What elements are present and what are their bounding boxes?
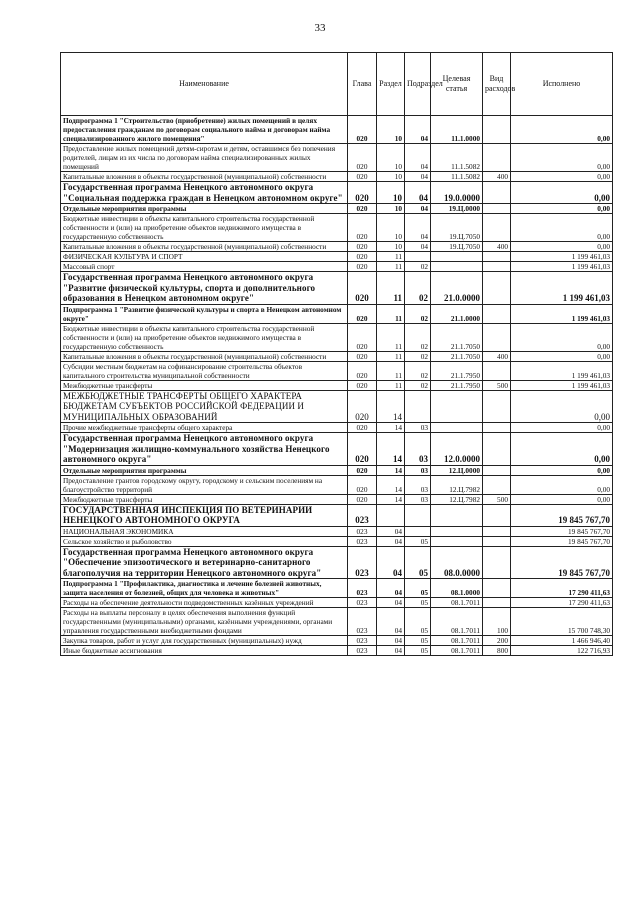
table-row [61, 646, 613, 656]
subsection-cell: 04 [405, 182, 431, 204]
section-cell: 14 [377, 465, 405, 475]
subsection-cell: 05 [405, 579, 431, 598]
section-cell: 10 [377, 144, 405, 172]
target-cell: 21.1.7950 [431, 361, 483, 380]
target-cell [431, 390, 483, 423]
target-cell: 21.1.0000 [431, 304, 483, 323]
target-cell: 21.1.7950 [431, 380, 483, 390]
expense-type-cell: 800 [483, 646, 511, 656]
table-row [61, 116, 613, 144]
table-row [61, 465, 613, 475]
executed-cell: 19 845 767,70 [511, 536, 613, 546]
executed-cell: 0,00 [511, 182, 613, 204]
executed-cell: 1 199 461,03 [511, 304, 613, 323]
chapter-cell: 020 [348, 304, 377, 323]
header-name: Наименование [61, 53, 348, 116]
table-row [61, 380, 613, 390]
expense-type-cell [483, 504, 511, 526]
expense-type-cell: 100 [483, 608, 511, 636]
target-cell: 08.1.7011 [431, 646, 483, 656]
name-cell: Субсидии местным бюджетам на софинансирование строительства объектов капитального строительства муниципальной собственности [61, 361, 348, 380]
chapter-cell: 020 [348, 494, 377, 504]
name-cell: Капитальные вложения в объекты государственной (муниципальной) собственности [61, 242, 348, 252]
executed-cell: 15 700 748,30 [511, 608, 613, 636]
expense-type-cell [483, 526, 511, 536]
executed-cell: 17 290 411,63 [511, 579, 613, 598]
executed-cell: 0,00 [511, 475, 613, 494]
subsection-cell: 05 [405, 646, 431, 656]
header-subsection: Подраздел [405, 53, 431, 116]
header-chapter: Глава [348, 53, 377, 116]
target-cell: 08.1.0000 [431, 579, 483, 598]
expense-type-cell [483, 390, 511, 423]
chapter-cell: 023 [348, 608, 377, 636]
header-executed: Исполнено [511, 53, 613, 116]
name-cell: Подпрограмма 1 "Строительство (приобретение) жилых помещений в целях предоставления гражданам по договорам социального найма и договорам найма специализированного жилого помещения" [61, 116, 348, 144]
subsection-cell: 05 [405, 546, 431, 579]
table-row [61, 579, 613, 598]
name-cell: Расходы на выплаты персоналу в целях обеспечения выполнения функций государственными (муниципальными) органами, казёнными учреждениями, органами управления государственными внебюджетными фондами [61, 608, 348, 636]
expense-type-cell [483, 214, 511, 242]
subsection-cell: 02 [405, 351, 431, 361]
name-cell: Межбюджетные трансферты [61, 494, 348, 504]
executed-cell: 1 199 461,03 [511, 380, 613, 390]
target-cell [431, 423, 483, 433]
subsection-cell: 04 [405, 204, 431, 214]
section-cell: 04 [377, 536, 405, 546]
expense-type-cell: 500 [483, 380, 511, 390]
target-cell: 21.1.7050 [431, 323, 483, 351]
budget-table [60, 52, 613, 656]
chapter-cell: 020 [348, 214, 377, 242]
name-cell: Сельское хозяйство и рыболовство [61, 536, 348, 546]
target-cell: 11.1.5082 [431, 144, 483, 172]
executed-cell: 0,00 [511, 351, 613, 361]
chapter-cell: 023 [348, 636, 377, 646]
subsection-cell [405, 252, 431, 262]
section-cell: 10 [377, 182, 405, 204]
executed-cell: 1 199 461,03 [511, 272, 613, 305]
name-cell: Межбюджетные трансферты [61, 380, 348, 390]
target-cell: 12.Ц.7982 [431, 475, 483, 494]
executed-cell: 1 199 461,03 [511, 252, 613, 262]
name-cell: Предоставление жилых помещений детям-сиротам и детям, оставшимся без попечения родителей, лицам из их числа по договорам найма специализированных жилых помещений [61, 144, 348, 172]
table-row [61, 636, 613, 646]
expense-type-cell [483, 272, 511, 305]
target-cell: 19.Ц.7050 [431, 242, 483, 252]
name-cell: Прочие межбюджетные трансферты общего характера [61, 423, 348, 433]
target-cell: 21.1.7050 [431, 351, 483, 361]
executed-cell: 0,00 [511, 116, 613, 144]
expense-type-cell [483, 252, 511, 262]
target-cell: 12.0.0000 [431, 433, 483, 466]
executed-cell: 19 845 767,70 [511, 526, 613, 536]
section-cell: 10 [377, 116, 405, 144]
section-cell: 10 [377, 204, 405, 214]
subsection-cell: 02 [405, 323, 431, 351]
executed-cell: 0,00 [511, 214, 613, 242]
table-header-row [61, 53, 613, 116]
section-cell: 04 [377, 646, 405, 656]
target-cell [431, 504, 483, 526]
section-cell: 11 [377, 323, 405, 351]
header-expense-type: Вид расходов [483, 53, 511, 116]
subsection-cell: 04 [405, 214, 431, 242]
name-cell: Иные бюджетные ассигнования [61, 646, 348, 656]
expense-type-cell [483, 598, 511, 608]
subsection-cell: 04 [405, 172, 431, 182]
table-row [61, 214, 613, 242]
table-row [61, 608, 613, 636]
name-cell: Массовый спорт [61, 262, 348, 272]
expense-type-cell [483, 423, 511, 433]
expense-type-cell [483, 361, 511, 380]
name-cell: Подпрограмма 1 "Развитие физической культуры и спорта в Ненецком автономном округе" [61, 304, 348, 323]
table-row [61, 262, 613, 272]
section-cell: 11 [377, 351, 405, 361]
name-cell: Бюджетные инвестиции в объекты капитального строительства государственной собственности и (или) на приобретение объектов недвижимого имущества в государственную собственность [61, 323, 348, 351]
target-cell: 08.0.0000 [431, 546, 483, 579]
target-cell [431, 262, 483, 272]
table-row [61, 423, 613, 433]
section-cell: 11 [377, 272, 405, 305]
chapter-cell: 020 [348, 242, 377, 252]
chapter-cell: 023 [348, 546, 377, 579]
table-row [61, 546, 613, 579]
chapter-cell: 020 [348, 144, 377, 172]
expense-type-cell: 400 [483, 242, 511, 252]
chapter-cell: 020 [348, 390, 377, 423]
subsection-cell: 05 [405, 608, 431, 636]
target-cell: 11.1.5082 [431, 172, 483, 182]
subsection-cell: 05 [405, 536, 431, 546]
executed-cell: 1 199 461,03 [511, 262, 613, 272]
table-row [61, 351, 613, 361]
chapter-cell: 023 [348, 526, 377, 536]
table-row [61, 475, 613, 494]
executed-cell: 1 199 461,03 [511, 361, 613, 380]
expense-type-cell [483, 433, 511, 466]
executed-cell: 1 466 946,40 [511, 636, 613, 646]
name-cell: Государственная программа Ненецкого автономного округа "Социальная поддержка граждан в Ненецком автономном округе" [61, 182, 348, 204]
subsection-cell [405, 504, 431, 526]
executed-cell: 0,00 [511, 172, 613, 182]
name-cell: ФИЗИЧЕСКАЯ КУЛЬТУРА И СПОРТ [61, 252, 348, 262]
table-row [61, 526, 613, 536]
chapter-cell: 020 [348, 172, 377, 182]
table-row [61, 361, 613, 380]
chapter-cell: 020 [348, 361, 377, 380]
table-row [61, 390, 613, 423]
section-cell: 04 [377, 598, 405, 608]
chapter-cell: 020 [348, 433, 377, 466]
subsection-cell: 02 [405, 262, 431, 272]
section-cell: 04 [377, 546, 405, 579]
section-cell: 11 [377, 361, 405, 380]
section-cell [377, 504, 405, 526]
subsection-cell: 05 [405, 598, 431, 608]
chapter-cell: 023 [348, 536, 377, 546]
expense-type-cell [483, 182, 511, 204]
expense-type-cell [483, 323, 511, 351]
executed-cell: 0,00 [511, 242, 613, 252]
table-row [61, 144, 613, 172]
table-row [61, 204, 613, 214]
executed-cell: 0,00 [511, 465, 613, 475]
target-cell: 12.Ц.0000 [431, 465, 483, 475]
target-cell: 19.Ц.7050 [431, 214, 483, 242]
expense-type-cell [483, 144, 511, 172]
subsection-cell: 03 [405, 423, 431, 433]
name-cell: Капитальные вложения в объекты государственной (муниципальной) собственности [61, 351, 348, 361]
section-cell: 14 [377, 475, 405, 494]
expense-type-cell: 400 [483, 172, 511, 182]
table-row [61, 504, 613, 526]
expense-type-cell [483, 536, 511, 546]
expense-type-cell [483, 465, 511, 475]
table-row [61, 172, 613, 182]
executed-cell: 19 845 767,70 [511, 546, 613, 579]
chapter-cell: 023 [348, 598, 377, 608]
section-cell: 11 [377, 304, 405, 323]
executed-cell: 0,00 [511, 494, 613, 504]
header-section: Раздел [377, 53, 405, 116]
target-cell: 19.Ц.0000 [431, 204, 483, 214]
target-cell: 12.Ц.7982 [431, 494, 483, 504]
expense-type-cell [483, 304, 511, 323]
chapter-cell: 020 [348, 423, 377, 433]
chapter-cell: 020 [348, 323, 377, 351]
section-cell: 04 [377, 579, 405, 598]
name-cell: Государственная программа Ненецкого автономного округа "Модернизация жилищно-коммунального хозяйства Ненецкого автономного округа" [61, 433, 348, 466]
chapter-cell: 020 [348, 252, 377, 262]
table-row [61, 242, 613, 252]
section-cell: 10 [377, 214, 405, 242]
subsection-cell: 02 [405, 380, 431, 390]
section-cell: 11 [377, 262, 405, 272]
target-cell: 19.0.0000 [431, 182, 483, 204]
name-cell: Бюджетные инвестиции в объекты капитального строительства государственной собственности и (или) на приобретение объектов недвижимого имущества в государственную собственность [61, 214, 348, 242]
subsection-cell: 05 [405, 636, 431, 646]
table-row [61, 304, 613, 323]
section-cell: 10 [377, 242, 405, 252]
section-cell: 10 [377, 172, 405, 182]
target-cell [431, 526, 483, 536]
subsection-cell: 03 [405, 494, 431, 504]
executed-cell: 0,00 [511, 390, 613, 423]
name-cell: Закупка товаров, работ и услуг для государственных (муниципальных) нужд [61, 636, 348, 646]
section-cell: 04 [377, 636, 405, 646]
name-cell: НАЦИОНАЛЬНАЯ ЭКОНОМИКА [61, 526, 348, 536]
table-body [61, 116, 613, 656]
name-cell: Расходы на обеспечение деятельности подведомственных казённых учреждений [61, 598, 348, 608]
subsection-cell: 03 [405, 475, 431, 494]
executed-cell: 0,00 [511, 144, 613, 172]
table-row [61, 323, 613, 351]
name-cell: Государственная программа Ненецкого автономного округа "Развитие физической культуры, спорта и дополнительного образования в Ненецком автономном округе" [61, 272, 348, 305]
chapter-cell: 020 [348, 272, 377, 305]
name-cell: ГОСУДАРСТВЕННАЯ ИНСПЕКЦИЯ ПО ВЕТЕРИНАРИИ НЕНЕЦКОГО АВТОНОМНОГО ОКРУГА [61, 504, 348, 526]
executed-cell: 19 845 767,70 [511, 504, 613, 526]
chapter-cell: 023 [348, 504, 377, 526]
subsection-cell: 02 [405, 361, 431, 380]
chapter-cell: 020 [348, 351, 377, 361]
chapter-cell: 020 [348, 116, 377, 144]
target-cell: 08.1.7011 [431, 598, 483, 608]
chapter-cell: 020 [348, 380, 377, 390]
name-cell: Государственная программа Ненецкого автономного округа "Обеспечение эпизоотического и ветеринарно-санитарного благополучия на территории Ненецкого автономного округа" [61, 546, 348, 579]
name-cell: Подпрограмма 1 "Профилактика, диагностика и лечение болезней животных, защита населения от болезней, общих для человека и животных" [61, 579, 348, 598]
table-row [61, 433, 613, 466]
table-row [61, 272, 613, 305]
chapter-cell: 020 [348, 475, 377, 494]
expense-type-cell [483, 579, 511, 598]
target-cell: 11.1.0000 [431, 116, 483, 144]
section-cell: 04 [377, 526, 405, 536]
section-cell: 14 [377, 390, 405, 423]
executed-cell: 0,00 [511, 423, 613, 433]
expense-type-cell [483, 116, 511, 144]
subsection-cell: 02 [405, 304, 431, 323]
target-cell [431, 252, 483, 262]
subsection-cell: 03 [405, 433, 431, 466]
expense-type-cell [483, 204, 511, 214]
name-cell: Предоставление грантов городскому округу, городскому и сельским поселениям на благоустройство территорий [61, 475, 348, 494]
executed-cell: 0,00 [511, 323, 613, 351]
chapter-cell: 023 [348, 646, 377, 656]
subsection-cell: 02 [405, 272, 431, 305]
section-cell: 14 [377, 494, 405, 504]
section-cell: 14 [377, 423, 405, 433]
chapter-cell: 023 [348, 579, 377, 598]
subsection-cell: 04 [405, 242, 431, 252]
executed-cell: 0,00 [511, 204, 613, 214]
chapter-cell: 020 [348, 262, 377, 272]
expense-type-cell [483, 546, 511, 579]
table-row [61, 182, 613, 204]
subsection-cell [405, 390, 431, 423]
target-cell: 08.1.7011 [431, 608, 483, 636]
header-target: Целевая статья [431, 53, 483, 116]
table-row [61, 252, 613, 262]
page-number: 33 [314, 22, 326, 34]
table-row [61, 536, 613, 546]
chapter-cell: 020 [348, 182, 377, 204]
executed-cell: 0,00 [511, 433, 613, 466]
subsection-cell: 03 [405, 465, 431, 475]
target-cell: 08.1.7011 [431, 636, 483, 646]
expense-type-cell: 400 [483, 351, 511, 361]
subsection-cell: 04 [405, 116, 431, 144]
section-cell: 11 [377, 380, 405, 390]
expense-type-cell [483, 262, 511, 272]
section-cell: 14 [377, 433, 405, 466]
target-cell: 21.0.0000 [431, 272, 483, 305]
section-cell: 11 [377, 252, 405, 262]
name-cell: Отдельные мероприятия программы [61, 204, 348, 214]
executed-cell: 17 290 411,63 [511, 598, 613, 608]
name-cell: МЕЖБЮДЖЕТНЫЕ ТРАНСФЕРТЫ ОБЩЕГО ХАРАКТЕРА БЮДЖЕТАМ СУБЪЕКТОВ РОССИЙСКОЙ ФЕДЕРАЦИИ И МУНИЦИПАЛЬНЫХ ОБРАЗОВАНИЙ [61, 390, 348, 423]
name-cell: Отдельные мероприятия программы [61, 465, 348, 475]
table-row [61, 494, 613, 504]
executed-cell: 122 716,93 [511, 646, 613, 656]
name-cell: Капитальные вложения в объекты государственной (муниципальной) собственности [61, 172, 348, 182]
chapter-cell: 020 [348, 465, 377, 475]
expense-type-cell [483, 475, 511, 494]
chapter-cell: 020 [348, 204, 377, 214]
target-cell [431, 536, 483, 546]
expense-type-cell: 500 [483, 494, 511, 504]
section-cell: 04 [377, 608, 405, 636]
subsection-cell: 04 [405, 144, 431, 172]
subsection-cell [405, 526, 431, 536]
expense-type-cell: 200 [483, 636, 511, 646]
table-row [61, 598, 613, 608]
